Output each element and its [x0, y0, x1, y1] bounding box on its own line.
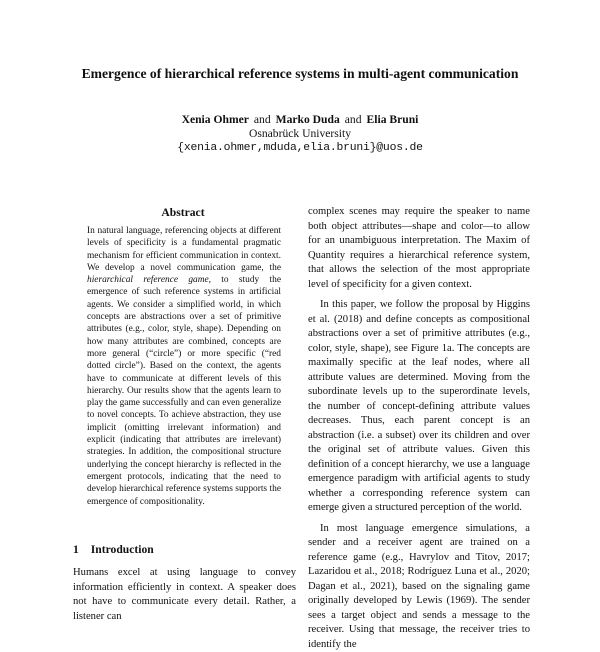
paragraph: In this paper, we follow the proposal by Higgins et al. (2018) and define concepts as compositional abstractions over a set of primitive attributes (e.g., color, style, shape), see Figure 1a. The concepts are maximally specific at the leaf nodes, where all attribute values are determined. Moving from the subordinate levels up to the superordinate levels, the number of concept-defining attribute values decreases. Thus, each parent concept is an abstraction (i.e. a subset) over its children and over the original set of attribute values. Given this definition of a concept hierarchy, we use a language emergence paradigm with artificial agents to study whether a corresponding reference system can emerge given a structured perception of the world. — [308, 298, 530, 516]
section-heading — [73, 543, 303, 557]
introduction-text — [73, 566, 296, 624]
paragraph: complex scenes may require the speaker to name both object attributes—shape and color—to allow for an unambiguous interpretation. The Maxim of Quantity requires a hierarchical reference system, that allows the selection of the most appropriate level of specificity for a given context. — [308, 205, 530, 292]
abstract-emphasis: hierarchical reference game — [87, 275, 209, 285]
paragraph: In most language emergence simulations, a sender and a receiver agent are trained on a reference game (e.g., Havrylov and Titov, 2017; Lazaridou et al., 2018; Rodríguez Luna et al., 2020; Dagan et al., 2021), based on the signaling game originally developed by Lewis (1969). The sender sees a target object and sends a message to the receiver. Using that message, the receiver tries to identify the — [308, 522, 530, 652]
section-number: 1 — [73, 543, 79, 556]
author-name: Marko Duda — [276, 113, 340, 126]
author-email: {xenia.ohmer,mduda,elia.bruni}@uos.de — [40, 141, 560, 155]
abstract-text: , to study the emergence of such reference systems in artificial agents. We consider a simplified world, in which concepts are abstractions over a set of primitive attributes (e.g., color, style, shape). Depending on how many attributes are combined, concepts are more general (“circle”) or more specific (“red dotted circle”). Based on the context, the agents have to communicate at different levels of this hierarchy. Our results show that the agents learn to play the game successfully and can even generalize to novel concepts. To achieve abstraction, they use implicit (omitting irrelevant information) and explicit (indicating that attributes are irrelevant) strategies. In addition, the compositional structure underlying the concept hierarchy is reflected in the emergent protocols, indicating that the need to develop hierarchical reference systems supports the emergence of compositionality. — [87, 275, 281, 506]
author-separator: and — [254, 113, 271, 126]
author-list — [40, 113, 560, 127]
abstract-text: In natural language, referencing objects at different levels of specificity is a fundamental pragmatic mechanism for efficient communication in context. We develop a novel communication game, the — [87, 226, 281, 273]
author-name: Elia Bruni — [367, 113, 419, 126]
abstract-body — [87, 225, 281, 508]
section-title: Introduction — [91, 543, 154, 556]
paragraph: Humans excel at using language to convey information efficiently in context. A speaker does not have to communicate every detail. Rather, a listener can — [73, 566, 296, 624]
paper-title: Emergence of hierarchical reference systems in multi-agent communication — [40, 66, 560, 82]
abstract-heading: Abstract — [87, 206, 279, 220]
affiliation: Osnabrück University — [40, 127, 560, 141]
author-name: Xenia Ohmer — [182, 113, 249, 126]
author-separator: and — [345, 113, 362, 126]
right-column — [308, 205, 530, 652]
